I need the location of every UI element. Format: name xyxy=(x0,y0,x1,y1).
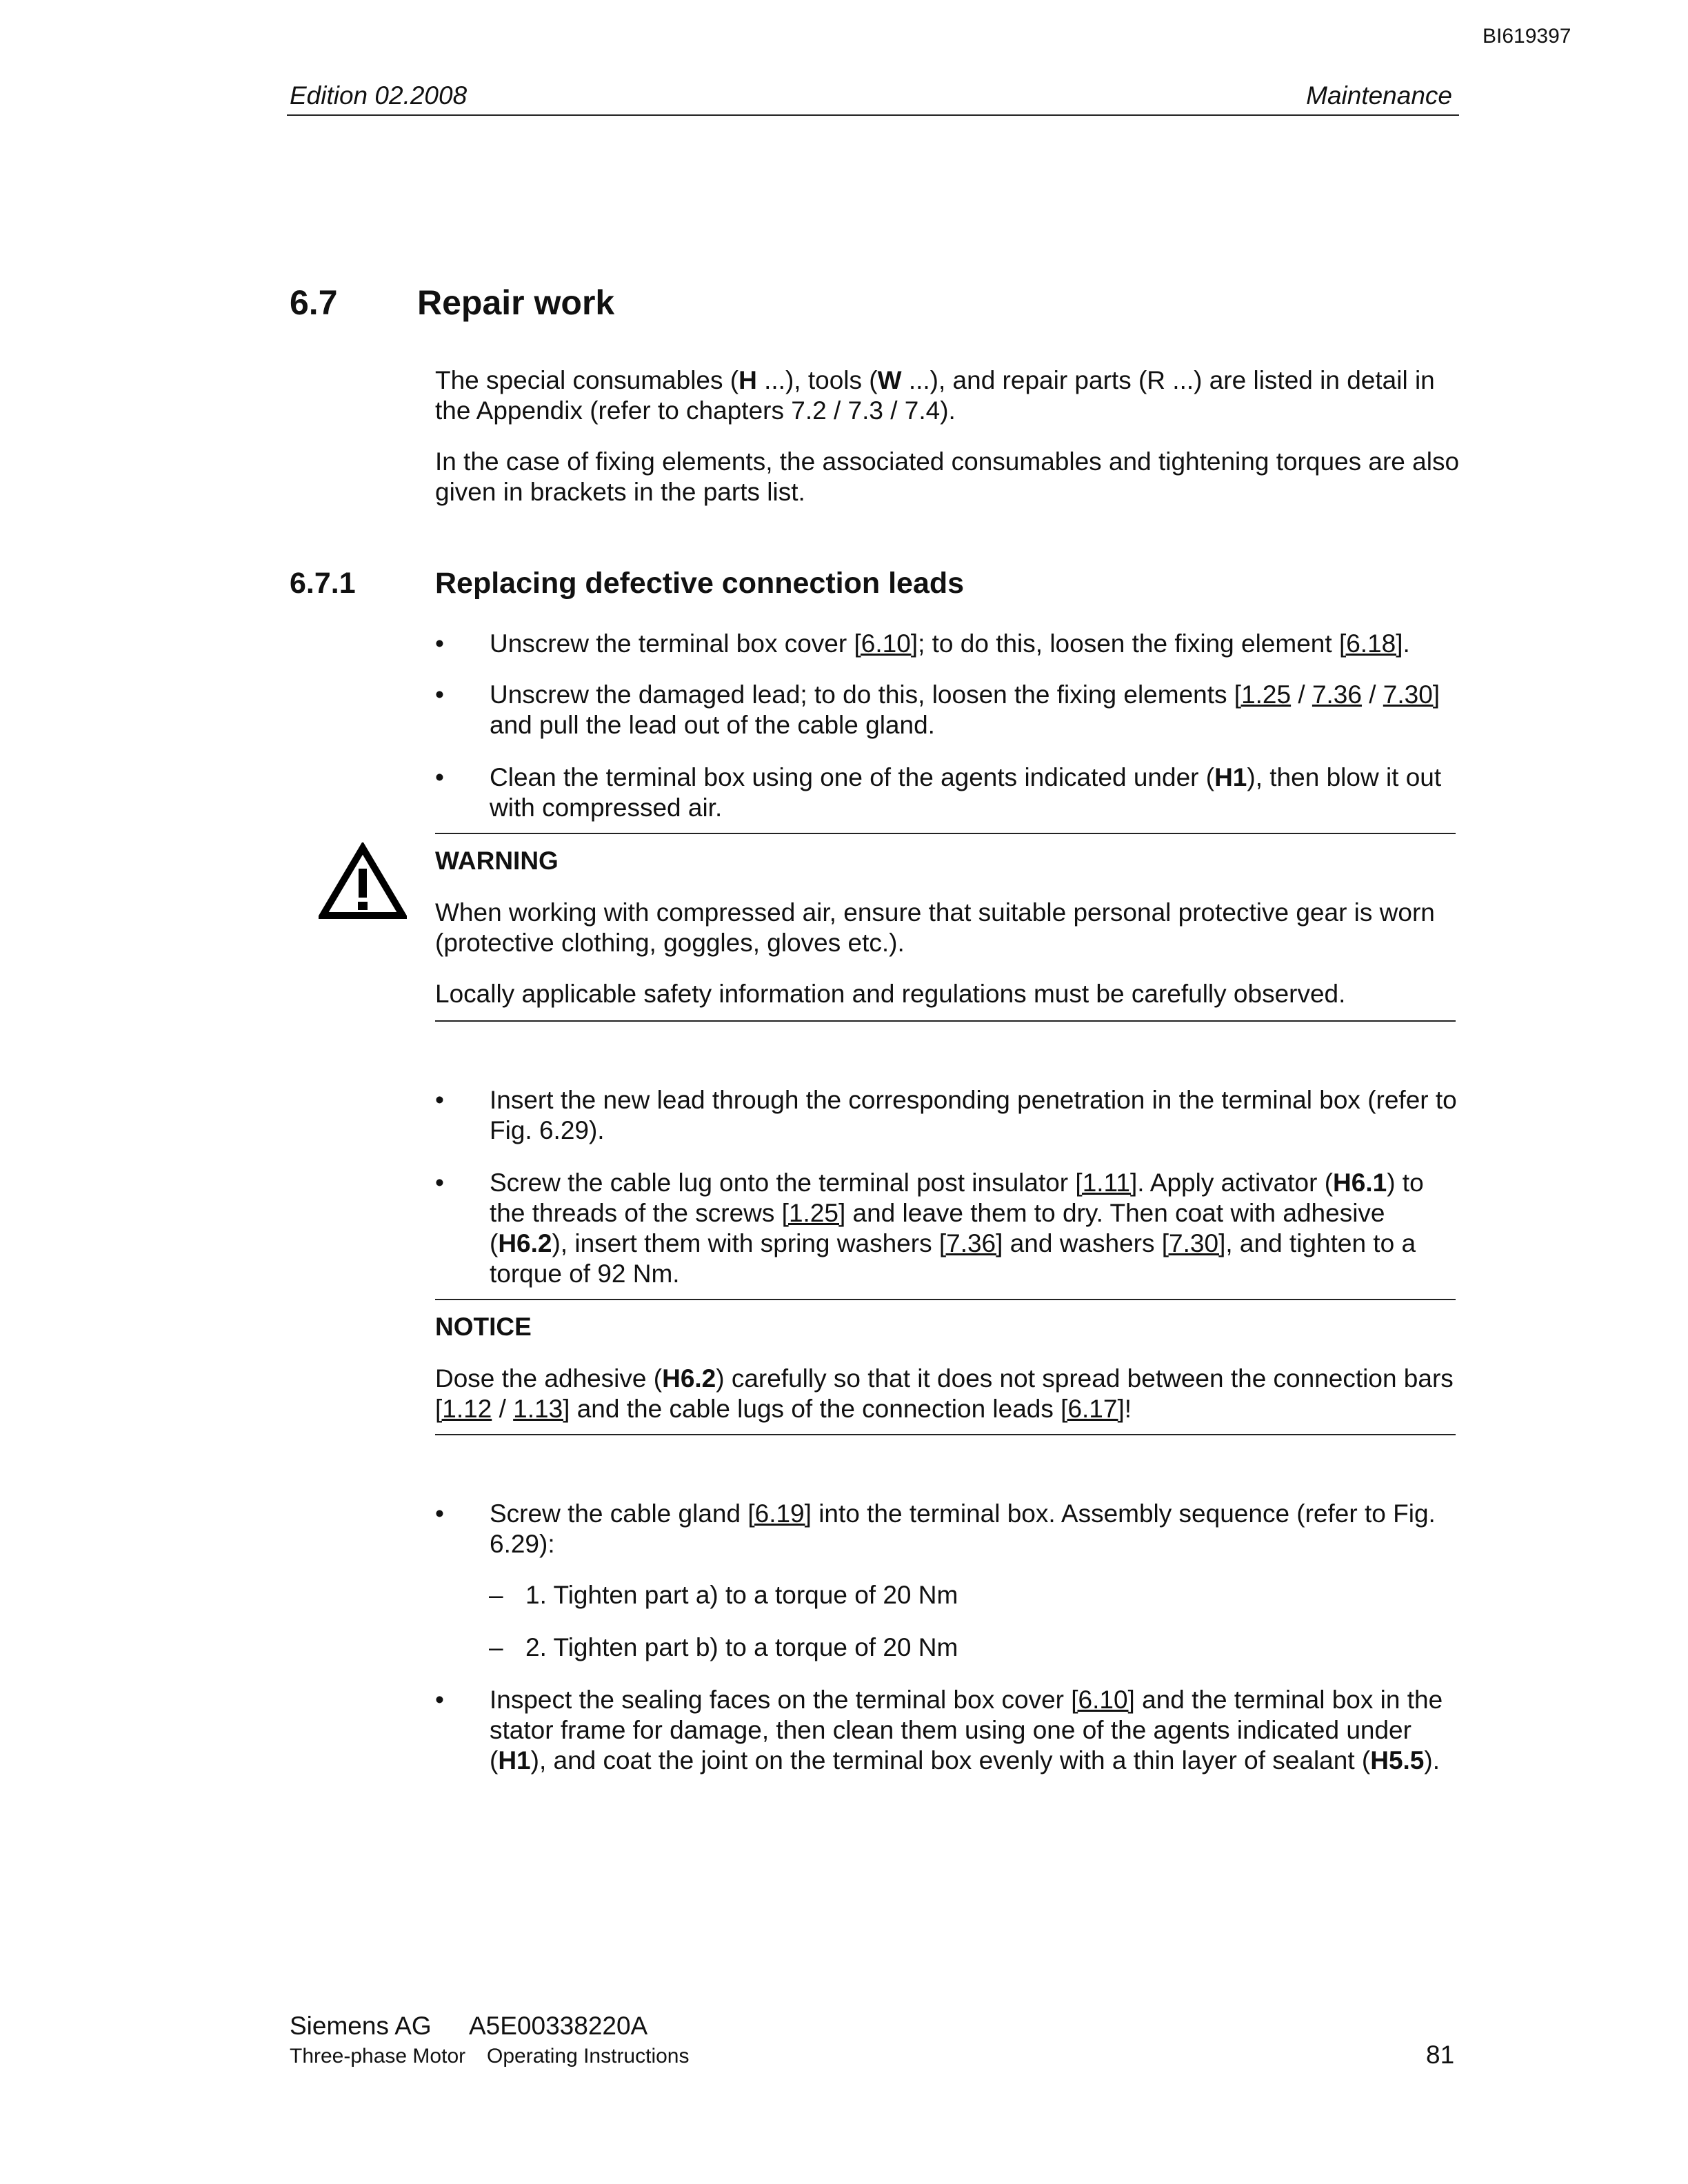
section-title: Repair work xyxy=(417,283,615,322)
step-unscrew-lead: Unscrew the damaged lead; to do this, loosen the fixing elements [1.25 / 7.36 / 7.30] and pull the lead out of the cable gland. xyxy=(490,680,1440,739)
page-number: 81 xyxy=(1426,2041,1455,2069)
bullet-icon: • xyxy=(435,680,444,709)
header-edition: Edition 02.2008 xyxy=(290,81,468,110)
header-chapter: Maintenance xyxy=(1306,81,1452,110)
step-clean-box: Clean the terminal box using one of the agents indicated under (H1), then blow it out with compressed air. xyxy=(490,763,1442,822)
footer-doc-type: Operating Instructions xyxy=(487,2045,690,2067)
footer-product: Three-phase Motor xyxy=(290,2045,466,2067)
subsection-number: 6.7.1 xyxy=(290,567,356,600)
notice-rule-bottom xyxy=(435,1434,1456,1435)
warning-text-2: Locally applicable safety information and regulations must be carefully observed. xyxy=(435,980,1346,1008)
bullet-icon: • xyxy=(435,1086,444,1114)
header-rule xyxy=(287,114,1459,116)
step-insert-lead: Insert the new lead through the corresponding penetration in the terminal box (refer to Fig. 6.29). xyxy=(490,1086,1457,1144)
bullet-icon: • xyxy=(435,1499,444,1528)
bullet-icon: • xyxy=(435,763,444,791)
warning-triangle-icon xyxy=(319,842,407,920)
bullet-icon: • xyxy=(435,629,444,658)
warning-rule-bottom xyxy=(435,1020,1456,1022)
subsection-title: Replacing defective connection leads xyxy=(435,567,965,600)
substep-tighten-b: 2. Tighten part b) to a torque of 20 Nm xyxy=(525,1633,958,1661)
step-unscrew-cover: Unscrew the terminal box cover [6.10]; to do this, loosen the fixing element [6.18]. xyxy=(490,629,1410,658)
warning-rule-top xyxy=(435,833,1456,834)
warning-label: WARNING xyxy=(435,847,559,875)
bullet-icon: • xyxy=(435,1686,444,1714)
warning-text-1: When working with compressed air, ensure that suitable personal protective gear is worn (protective clothing, goggles, gloves etc.). xyxy=(435,898,1435,957)
bullet-icon: • xyxy=(435,1169,444,1197)
step-screw-lug: Screw the cable lug onto the terminal post insulator [1.11]. Apply activator (H6.1) to the threads of the screws [1.25] and leave them to dry. Then coat with adhesive (H6.2), insert them with spring washers [7.36] and washers [7.30], and tighten to a torque of 92 Nm. xyxy=(490,1169,1424,1288)
document-id: BI619397 xyxy=(1483,25,1571,48)
dash-icon: – xyxy=(489,1581,503,1609)
footer-company: Siemens AG xyxy=(290,2012,432,2040)
notice-label: NOTICE xyxy=(435,1313,532,1341)
intro-paragraph-1: The special consumables (H ...), tools (W ...), and repair parts (R ...) are listed in detail in the Appendix (refer to chapters 7.2 / 7.3 / 7.4). xyxy=(435,366,1435,425)
substep-tighten-a: 1. Tighten part a) to a torque of 20 Nm xyxy=(525,1581,958,1609)
intro-paragraph-2: In the case of fixing elements, the associated consumables and tightening torques are also given in brackets in the parts list. xyxy=(435,447,1460,506)
footer-doc-number: A5E00338220A xyxy=(469,2012,648,2040)
section-number: 6.7 xyxy=(290,283,338,322)
dash-icon: – xyxy=(489,1633,503,1661)
step-inspect-sealing: Inspect the sealing faces on the terminal box cover [6.10] and the terminal box in the stator frame for damage, then clean them using one of the agents indicated under (H1), and coat the joint on the terminal box evenly with a thin layer of sealant (H5.5). xyxy=(490,1686,1443,1775)
notice-text: Dose the adhesive (H6.2) carefully so that it does not spread between the connection bars [1.12 / 1.13] and the cable lugs of the connection leads [6.17]! xyxy=(435,1364,1454,1423)
notice-rule-top xyxy=(435,1299,1456,1300)
step-screw-gland: Screw the cable gland [6.19] into the terminal box. Assembly sequence (refer to Fig. 6.29): xyxy=(490,1499,1436,1558)
